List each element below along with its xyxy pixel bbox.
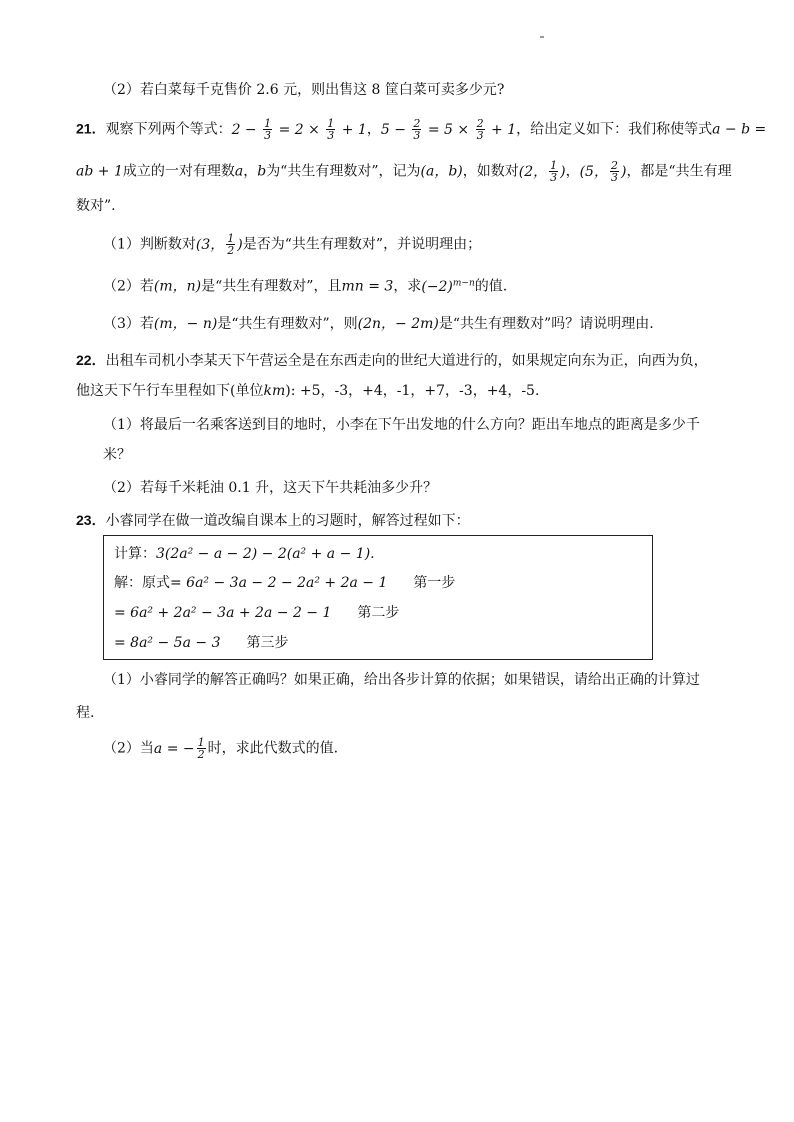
q20-part2 <box>103 80 504 100</box>
q21-p2-d: 的值. <box>474 278 508 295</box>
q21-p2-cond: mn = 3 <box>341 278 394 295</box>
q21-p2-a: （2）若 <box>103 278 154 295</box>
q21-intro-line1: 21．观察下列两个等式：2 − $\frac{1}{3}$ = 2 × $\frac{1}{3}$ + 1，5 − $\frac{2}{3}$ = 5 × $\frac{2}{3}$ + 1，给出定义如下：我们称使等式a − b = <box>76 117 767 142</box>
q23-p2-cond: a = − $\frac{1}{2}$ <box>153 736 205 761</box>
q21-p3-c: 是“共生有理数对”吗？请说明理由. <box>438 316 654 332</box>
q21-ex2: (5， $\frac{2}{3}$ ) <box>579 159 627 184</box>
q23-box-l2-step: 第一步 <box>413 575 456 591</box>
q23-box-l2-expr: = 6a² − 3a − 2 − 2a² + 2a − 1 <box>170 575 388 591</box>
q21-p2-expr: $(-2)^{m-n}$ <box>421 278 475 295</box>
q21-p2-pair: (m，n) <box>153 278 202 295</box>
q22-unit: km <box>263 383 286 399</box>
q21-eq1: 2 − $\frac{1}{3}$ = 2 × $\frac{1}{3}$ + 1 <box>231 117 367 142</box>
q21-part1 <box>103 233 481 256</box>
q23-box-l1-expr: 3(2a² − a − 2) − 2(a² + a − 1). <box>156 546 375 562</box>
q21-p3-b: 是“共生有理数对”，则 <box>217 316 358 332</box>
scan-mark <box>540 36 544 38</box>
q21-number: 21． <box>76 120 106 137</box>
q23-box-line1 <box>114 544 375 564</box>
q23-box-l3-step: 第二步 <box>357 605 400 621</box>
q22-p1-l1-text: （1）将最后一名乘客送到目的地时，小李在下午出发地的什么方向？距出车地点的距离是多少千 <box>103 417 700 433</box>
q21-p3-pair1: (m，− n) <box>153 316 218 332</box>
q23-number: 23． <box>76 512 106 528</box>
q23-p1-l1-text: （1）小睿同学的解答正确吗？如果正确，给出各步计算的依据；如果错误，请给出正确的计算过 <box>103 672 700 688</box>
q22-p2-text: （2）若每千米耗油 0.1 升，这天下午共耗油多少升？ <box>103 480 438 496</box>
q23-part2 <box>103 737 338 760</box>
q21-p1-a: （1）判断数对 <box>103 236 196 253</box>
q23-box-l4-step: 第三步 <box>246 635 289 651</box>
q23-box-line2 <box>114 573 455 593</box>
q21-intro-d: 为“共生有理数对”，记为 <box>266 163 421 180</box>
q21-part3 <box>103 314 654 334</box>
q21-intro-e: ，如数对 <box>462 163 519 180</box>
q22-line2-a: 他这天下午行车里程如下(单位 <box>76 383 264 399</box>
q23-box-line4 <box>114 633 288 653</box>
q23-p2-a: （2）当 <box>103 740 154 757</box>
q23-part1-l1 <box>103 670 700 690</box>
q23-box-l1-label: 计算： <box>114 546 156 562</box>
q21-intro-g: 数对”. <box>76 198 116 214</box>
q21-intro-b: ，给出定义如下：我们称使等式 <box>516 121 713 138</box>
q21-intro-c: 成立的一对有理数 <box>122 163 235 180</box>
q21-p3-pair2: (2n，− 2m) <box>357 316 439 332</box>
q23-intro <box>76 510 470 531</box>
q22-p1-l2-text: 米？ <box>103 447 131 463</box>
q22-part1-l1 <box>103 415 700 435</box>
q21-p1-b: 是否为“共生有理数对”，并说明理由； <box>242 236 482 253</box>
q21-intro-f: ，都是“共生有理 <box>626 163 732 180</box>
q21-def-eq1: a − b = <box>712 121 767 138</box>
q23-box-l3-expr: = 6a² + 2a² − 3a + 2a − 2 − 1 <box>114 605 332 621</box>
q21-p2-b: 是“共生有理数对”，且 <box>201 278 342 295</box>
q22-part2 <box>103 478 437 498</box>
q22-line1-text: 出租车司机小李某天下午营运全是在东西走向的世纪大道进行的，如果规定向东为正，向西为负， <box>105 353 708 369</box>
q22-number: 22． <box>76 352 106 368</box>
q21-ex1: (2， $\frac{1}{3}$ ) <box>518 159 566 184</box>
q21-var-b: b <box>257 163 267 180</box>
q21-p1-pair: (3， $\frac{1}{2}$ ) <box>195 232 243 257</box>
q21-intro-a: 观察下列两个等式： <box>105 121 232 138</box>
q22-line1 <box>76 350 708 371</box>
q22-part1-l2 <box>103 445 131 465</box>
q23-solution-box <box>103 535 653 660</box>
q21-part2 <box>103 273 507 297</box>
q23-p1-l2-text: 程. <box>76 705 95 721</box>
q21-intro-line3 <box>76 196 116 216</box>
q21-intro-line2: ab + 1成立的一对有理数a，b为“共生有理数对”，记为(a，b)，如数对(2， $\frac{1}{3}$ )，(5， $\frac{2}{3}$ )，都是“共生有理 <box>76 159 732 184</box>
q21-var-a: a <box>234 163 244 180</box>
q21-def-eq2: ab + 1 <box>76 163 123 180</box>
q23-intro-text: 小睿同学在做一道改编自课本上的习题时，解答过程如下： <box>105 513 470 529</box>
q23-p2-b: 时，求此代数式的值. <box>207 740 339 757</box>
q21-p3-a: （3）若 <box>103 316 154 332</box>
q22-line2-b: ): +5，-3，+4，-1，+7，-3，+4，-5. <box>285 383 540 399</box>
q23-part1-l2 <box>76 703 94 723</box>
q21-p2-c: ，求 <box>393 278 422 295</box>
q23-box-l2-label: 解：原式 <box>114 575 170 591</box>
q23-box-l4-expr: = 8a² − 5a − 3 <box>114 635 221 651</box>
q22-line2 <box>76 381 539 401</box>
q20-part2-text: （2）若白菜每千克售价 2.6 元，则出售这 8 筐白菜可卖多少元? <box>103 82 505 98</box>
q21-pair: (a，b) <box>420 163 463 180</box>
q23-box-line3 <box>114 603 399 623</box>
q21-eq2: 5 − $\frac{2}{3}$ = 5 × $\frac{2}{3}$ + 1 <box>380 117 517 142</box>
